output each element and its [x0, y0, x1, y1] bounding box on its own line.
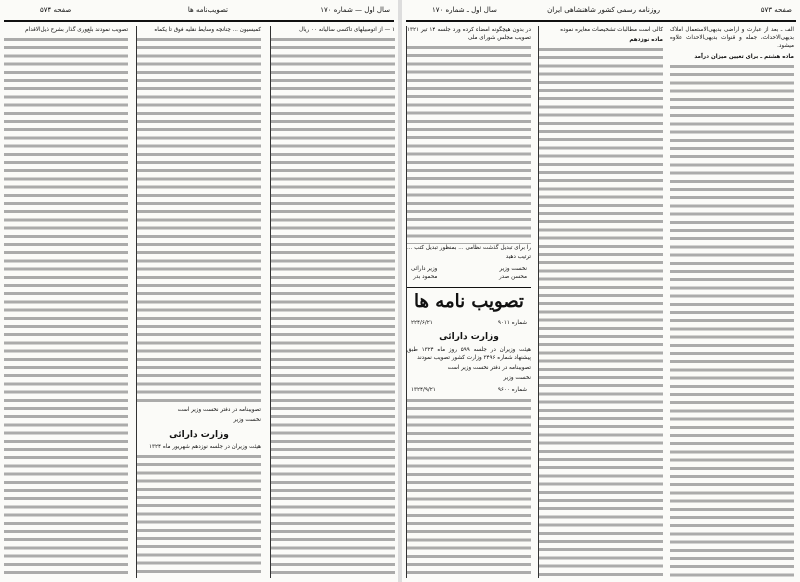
main-title: تصویب نامه ها — [407, 287, 531, 313]
volume-issue: سال اول ـ شماره ۱۷۰ — [432, 6, 497, 14]
decree-number: شماره ۹۶۰۰ ۱۳۲۴/۹/۲۱ — [411, 387, 527, 394]
gazette-title: روزنامه رسمی کشور شاهنشاهی ایران — [547, 6, 660, 14]
sig-left: وزیر دارائی محمود بدر — [411, 265, 438, 281]
right-page — [402, 0, 800, 582]
signer: نخست وزیر — [233, 417, 261, 424]
paragraph: هیئت وزیران در جلسه ۵۹۹ روز ماه ۱۳۲۴ طبق پیشنهاد شماره ۳۴۹۶ وزارت کشور تصویب نمودند — [407, 346, 531, 361]
text-body — [670, 63, 794, 578]
article-heading: ماده هشتم ـ برای تعیین میزان درآمد — [694, 53, 794, 60]
paragraph: را برای تبدیل گذشت نظامی ... بمنظور تبدیل کتب ... ترتیب دهید — [407, 245, 531, 260]
volume-issue: سال اول — شماره ۱۷۰ — [320, 6, 390, 14]
column-3 — [4, 26, 128, 578]
paragraph: الف ـ بعد از عبارت و اراضی بدیهی‌الاستعمال املاک بدیهی‌الاحداث، جمله و قنوات بدیهی‌الاحداث علاوه میشود. — [670, 27, 794, 50]
text-body — [407, 44, 531, 244]
text-body — [407, 397, 531, 578]
article-heading: ماده نوزدهم — [629, 37, 663, 44]
paragraph: هیئت وزیران در جلسه نوزدهم شهریور ماه ۱۳۲۴ — [149, 443, 261, 450]
paragraph: در بدون هیچگونه امضاء کرده ورد جلسه ۱۴ تیر ۱۳۲۱ تصویب مجلس شورای ملی — [407, 27, 531, 42]
paragraph: کالی است مطالبات تشخیصات مغایره نموده — [560, 27, 663, 33]
signatures — [411, 265, 527, 281]
text-body — [137, 36, 261, 406]
column-3 — [406, 26, 531, 578]
page-header — [402, 4, 800, 18]
section-title: تصویب‌نامه ها — [187, 6, 228, 14]
ministry-heading: وزارت دارائی — [439, 332, 499, 343]
page-number: صفحه ۵۷۴ — [40, 6, 72, 14]
column-1 — [670, 26, 794, 578]
text-body — [4, 36, 128, 578]
signer: نخست وزیر — [503, 375, 531, 382]
paragraph: کمیسیون ... چنانچه وسایط نقلیه فوق تا یکماه — [154, 27, 261, 33]
ministry-heading: وزارت دارائی — [169, 429, 229, 440]
page-number: صفحه ۵۷۳ — [760, 6, 792, 14]
sig-right: نخست وزیر محسن صدر — [498, 265, 527, 281]
header-rule — [4, 20, 394, 22]
closing-line: تصویبنامه در دفتر نخست وزیر است — [177, 407, 261, 414]
closing-line: تصویبنامه در دفتر نخست وزیر است — [447, 365, 531, 372]
column-2 — [538, 26, 663, 578]
paragraph: تصویب نمودند بلغ‌وری گذار بشرح ذیل‌الاقدام — [25, 27, 128, 33]
column-1 — [270, 26, 395, 578]
decree-number: شماره ۹۰۱۱ ۲۲۴/۶/۲۱ — [411, 320, 527, 327]
header-rule — [406, 20, 796, 22]
page-header — [0, 4, 398, 18]
text-body — [539, 46, 663, 578]
left-page — [0, 0, 398, 582]
text-body — [137, 453, 261, 578]
column-2 — [136, 26, 261, 578]
text-body — [271, 36, 395, 578]
paragraph: ۱ — از اتومبیلهای تاکسی سالیانه ۰۰ ریال — [299, 27, 395, 33]
